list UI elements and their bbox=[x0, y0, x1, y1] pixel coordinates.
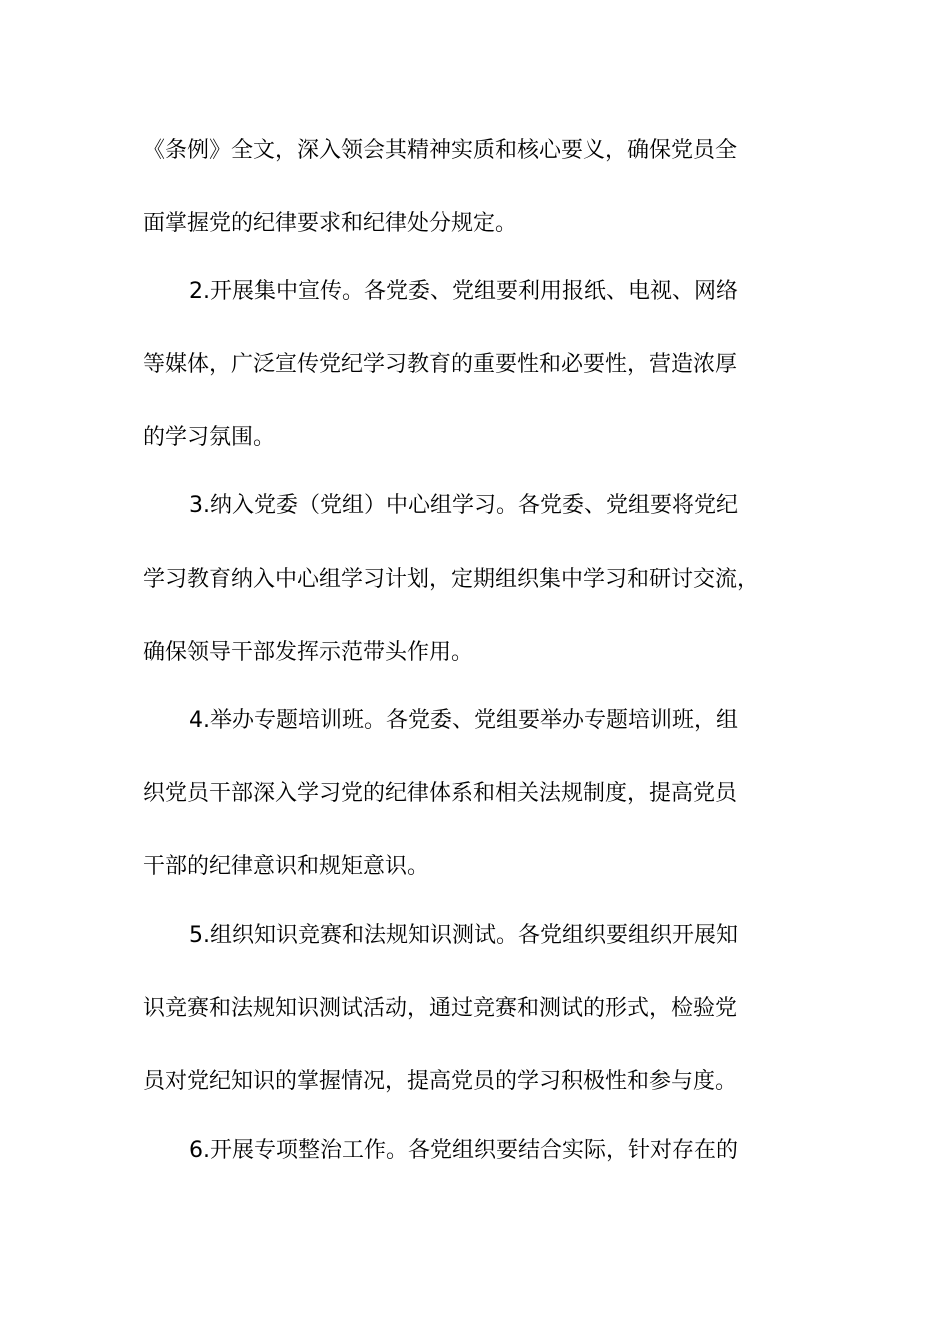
paragraph-4-start: 4.举办专题培训班。各党委、党组要举办专题培训班，组 bbox=[189, 708, 738, 733]
text-line: 等媒体，广泛宣传党纪学习教育的重要性和必要性，营造浓厚 bbox=[143, 352, 738, 377]
text-line: 的学习氛围。 bbox=[143, 425, 276, 450]
text-line: 员对党纪知识的掌握情况，提高党员的学习积极性和参与度。 bbox=[143, 1069, 738, 1094]
text-line: 识竞赛和法规知识测试活动，通过竞赛和测试的形式，检验党 bbox=[143, 996, 738, 1021]
paragraph-5-start: 5.组织知识竞赛和法规知识测试。各党组织要组织开展知 bbox=[189, 923, 738, 948]
text-line: 干部的纪律意识和规矩意识。 bbox=[143, 854, 430, 879]
text-line: 确保领导干部发挥示范带头作用。 bbox=[143, 640, 474, 665]
paragraph-6-start: 6.开展专项整治工作。各党组织要结合实际，针对存在的 bbox=[189, 1138, 738, 1163]
paragraph-3-start: 3.纳入党委（党组）中心组学习。各党委、党组要将党纪 bbox=[189, 493, 738, 518]
text-line: 织党员干部深入学习党的纪律体系和相关法规制度，提高党员 bbox=[143, 781, 738, 806]
paragraph-2-start: 2.开展集中宣传。各党委、党组要利用报纸、电视、网络 bbox=[189, 279, 738, 304]
text-line: 学习教育纳入中心组学习计划，定期组织集中学习和研讨交流， bbox=[143, 567, 760, 592]
text-line: 面掌握党的纪律要求和纪律处分规定。 bbox=[143, 211, 518, 236]
text-line: 《条例》全文，深入领会其精神实质和核心要义，确保党员全 bbox=[143, 138, 738, 163]
